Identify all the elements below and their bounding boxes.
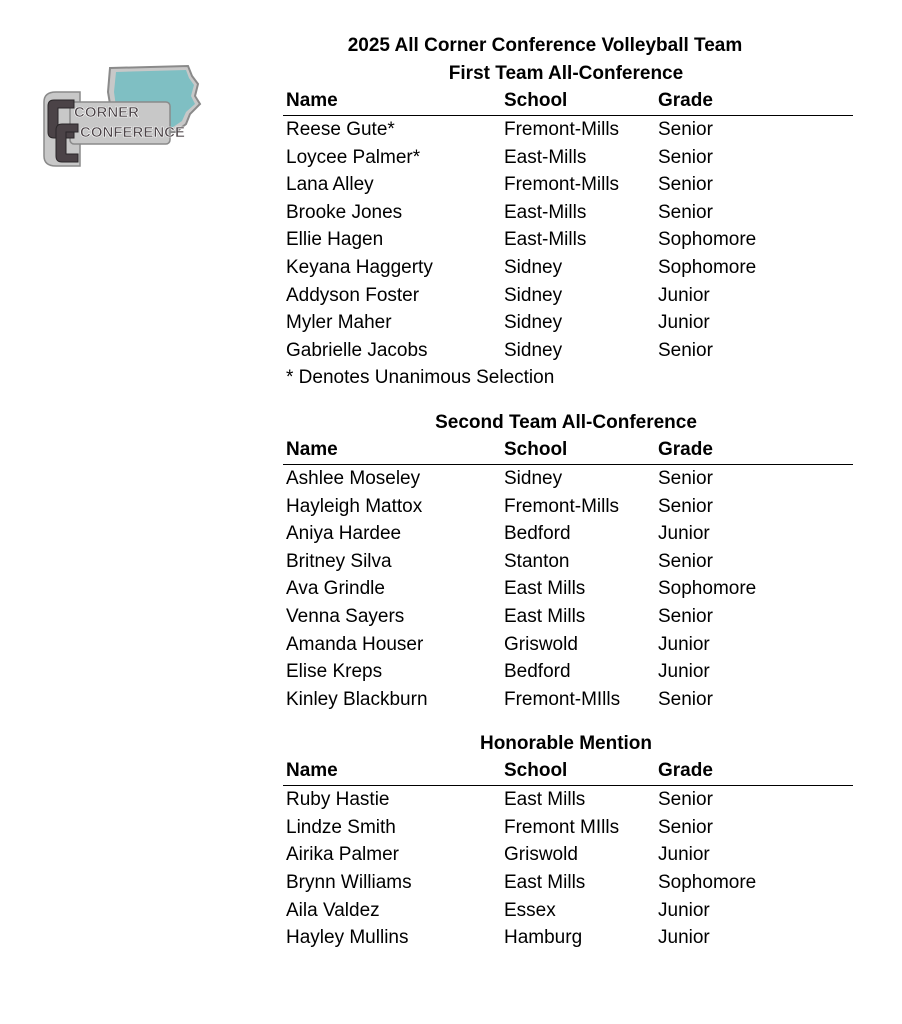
- table-row: [283, 116, 853, 144]
- player-grade: Junior: [658, 899, 710, 921]
- table-row: [283, 282, 853, 310]
- player-grade: Sophomore: [658, 872, 757, 894]
- player-name: Ava Grindle: [286, 578, 385, 600]
- table-row: [283, 144, 853, 172]
- player-school: Essex: [504, 899, 556, 921]
- player-name: Ellie Hagen: [286, 229, 384, 251]
- honorable-mention-title: Honorable Mention: [479, 733, 653, 755]
- table-row: [283, 254, 853, 282]
- player-school: Fremont-Mills: [504, 495, 620, 517]
- table-row: [283, 686, 853, 714]
- table-row: [283, 171, 853, 199]
- logo-text-corner: CORNER: [74, 104, 140, 121]
- player-school: Fremont-Mills: [504, 174, 620, 196]
- player-school: Sidney: [504, 339, 563, 361]
- player-name: Amanda Houser: [286, 633, 424, 655]
- column-header-grade: Grade: [658, 90, 713, 111]
- player-grade: Senior: [658, 201, 713, 223]
- player-name: Brynn Williams: [286, 872, 412, 894]
- player-school: East-Mills: [504, 201, 587, 223]
- player-name: Airika Palmer: [286, 844, 399, 866]
- player-grade: Senior: [658, 339, 713, 361]
- column-header-school: School: [504, 438, 568, 460]
- first-team-list: [283, 116, 853, 364]
- player-grade: Junior: [658, 523, 710, 545]
- player-name: Hayley Mullins: [286, 927, 409, 949]
- player-grade: Senior: [658, 688, 713, 710]
- table-row: [283, 337, 853, 365]
- honorable-mention-list: [283, 786, 853, 952]
- table-row: [283, 631, 853, 659]
- player-name: Reese Gute*: [286, 119, 395, 140]
- table-row: [283, 841, 853, 869]
- player-name: Hayleigh Mattox: [286, 495, 423, 517]
- table-row: [283, 924, 853, 952]
- player-name: Lana Alley: [286, 174, 374, 196]
- table-row: [283, 814, 853, 842]
- column-header-grade: Grade: [658, 438, 713, 460]
- player-school: Sidney: [504, 284, 563, 306]
- all-conference-team-document: [283, 32, 853, 952]
- player-school: Fremont-MIlls: [504, 688, 621, 710]
- player-grade: Junior: [658, 844, 710, 866]
- player-school: Sidney: [504, 256, 563, 278]
- player-name: Venna Sayers: [286, 605, 405, 627]
- player-school: Bedford: [504, 523, 571, 545]
- table-row: [283, 869, 853, 897]
- player-name: Aila Valdez: [286, 899, 380, 921]
- column-header-name: Name: [286, 438, 338, 460]
- player-school: East Mills: [504, 872, 586, 894]
- player-name: Myler Maher: [286, 312, 392, 334]
- table-row: [283, 465, 853, 493]
- table-row: [283, 199, 853, 227]
- table-row: [283, 786, 853, 814]
- player-name: Lindze Smith: [286, 816, 396, 838]
- player-grade: Senior: [658, 550, 713, 572]
- player-name: Addyson Foster: [286, 284, 420, 306]
- table-row: [283, 897, 853, 925]
- player-grade: Sophomore: [658, 229, 757, 251]
- player-grade: Senior: [658, 467, 713, 489]
- player-school: Fremont MIlls: [504, 816, 620, 838]
- player-name: Brooke Jones: [286, 201, 403, 223]
- player-name: Keyana Haggerty: [286, 256, 433, 278]
- player-name: Ashlee Moseley: [286, 467, 421, 489]
- second-team-list: [283, 465, 853, 713]
- player-school: Griswold: [504, 844, 578, 866]
- player-school: Hamburg: [504, 927, 583, 949]
- player-name: Ruby Hastie: [286, 789, 390, 811]
- player-name: Elise Kreps: [286, 661, 383, 683]
- player-grade: Junior: [658, 284, 710, 306]
- player-school: East-Mills: [504, 229, 587, 251]
- second-team-header: [283, 437, 853, 465]
- player-school: Sidney: [504, 467, 563, 489]
- column-header-grade: Grade: [658, 760, 713, 782]
- player-school: East Mills: [504, 605, 586, 627]
- honorable-mention-header: [283, 758, 853, 786]
- table-row: [283, 603, 853, 631]
- player-school: Griswold: [504, 633, 578, 655]
- player-school: Fremont-Mills: [504, 119, 620, 140]
- first-team-header: [283, 88, 853, 116]
- player-grade: Junior: [658, 661, 710, 683]
- player-school: East Mills: [504, 578, 586, 600]
- player-name: Loycee Palmer*: [286, 146, 421, 168]
- document-title: 2025 All Corner Conference Volleyball Team: [347, 35, 743, 56]
- player-school: Sidney: [504, 312, 563, 334]
- player-grade: Junior: [658, 633, 710, 655]
- table-row: [283, 658, 853, 686]
- player-name: Kinley Blackburn: [286, 688, 428, 710]
- column-header-school: School: [504, 90, 568, 111]
- second-team-title: Second Team All-Conference: [435, 411, 697, 433]
- player-grade: Senior: [658, 789, 713, 811]
- logo-text-conference: CONFERENCE: [80, 124, 186, 141]
- player-grade: Senior: [658, 174, 713, 196]
- player-grade: Senior: [658, 495, 713, 517]
- table-row: [283, 493, 853, 521]
- player-school: Stanton: [504, 550, 570, 572]
- player-school: East-Mills: [504, 146, 587, 168]
- table-row: [283, 548, 853, 576]
- corner-conference-logo: [40, 62, 202, 172]
- player-grade: Junior: [658, 312, 710, 334]
- table-row: [283, 309, 853, 337]
- player-grade: Senior: [658, 146, 713, 168]
- column-header-name: Name: [286, 760, 338, 782]
- player-grade: Sophomore: [658, 578, 757, 600]
- table-row: [283, 226, 853, 254]
- player-name: Gabrielle Jacobs: [286, 339, 428, 361]
- column-header-name: Name: [286, 90, 338, 111]
- player-grade: Junior: [658, 927, 710, 949]
- table-row: [283, 520, 853, 548]
- player-grade: Senior: [658, 816, 713, 838]
- first-team-title: First Team All-Conference: [448, 63, 684, 84]
- unanimous-selection-note: * Denotes Unanimous Selection: [286, 367, 555, 389]
- table-row: [283, 575, 853, 603]
- player-grade: Senior: [658, 119, 713, 140]
- player-grade: Sophomore: [658, 256, 757, 278]
- column-header-school: School: [504, 760, 568, 782]
- player-school: East Mills: [504, 789, 586, 811]
- player-grade: Senior: [658, 605, 713, 627]
- player-name: Britney Silva: [286, 550, 392, 572]
- player-school: Bedford: [504, 661, 571, 683]
- player-name: Aniya Hardee: [286, 523, 402, 545]
